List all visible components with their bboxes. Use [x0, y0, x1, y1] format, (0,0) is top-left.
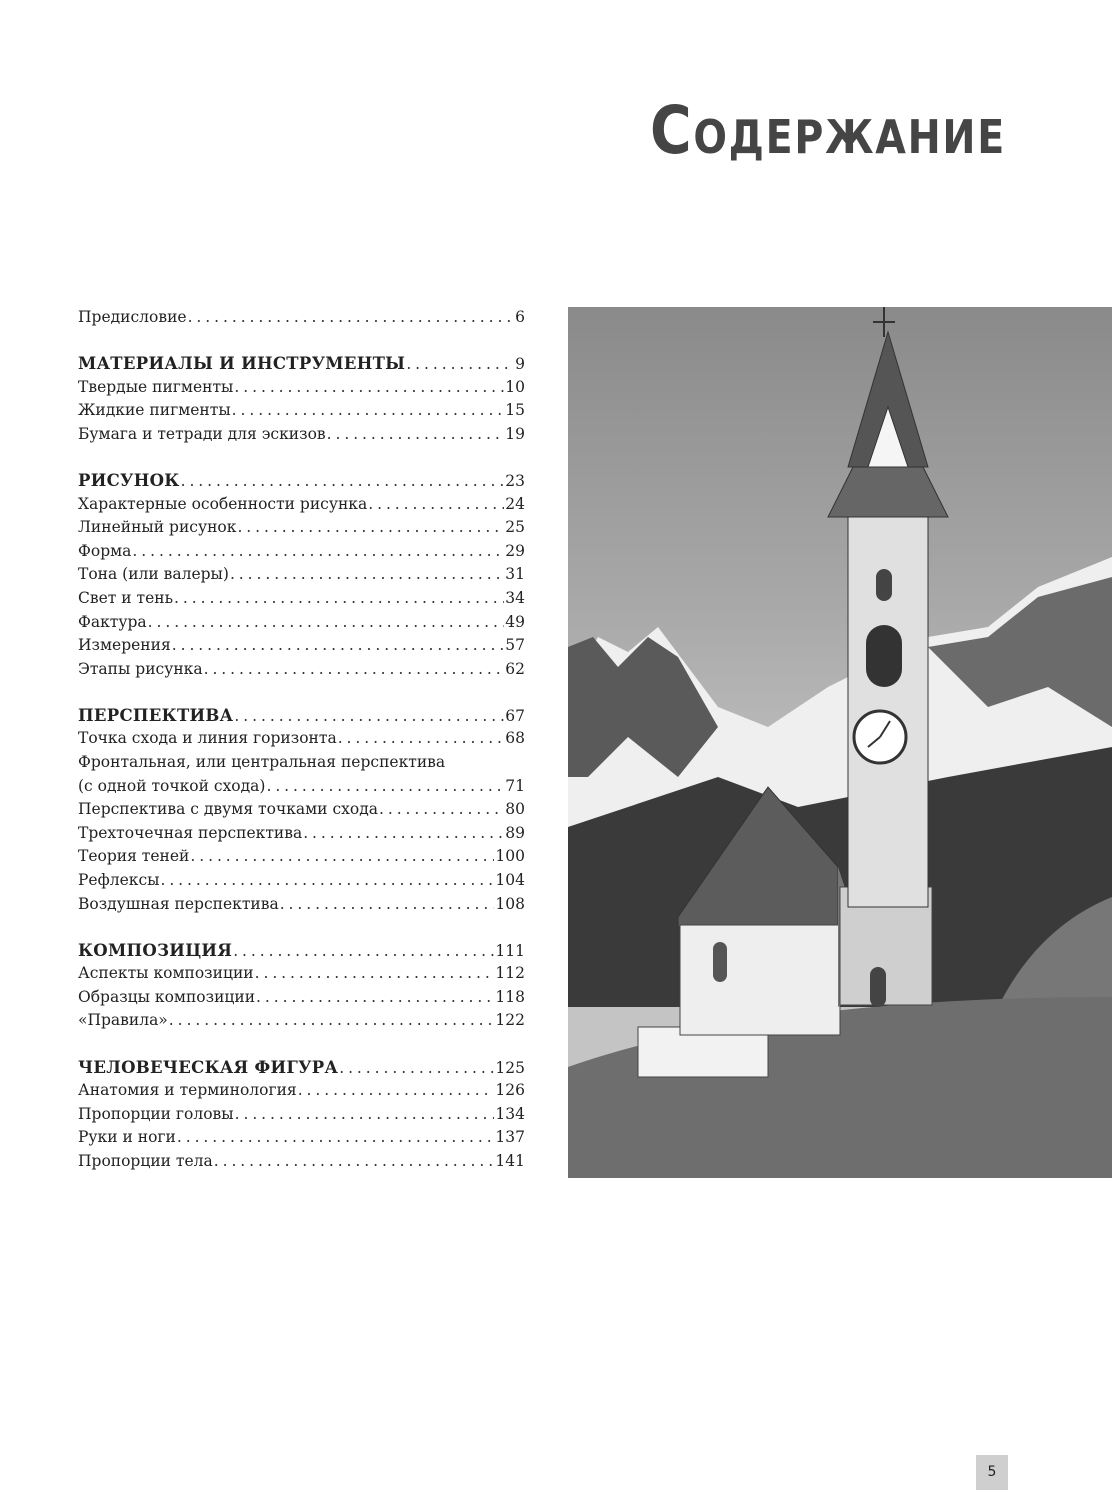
page-ref: 112	[495, 964, 525, 983]
dot-leader	[232, 399, 505, 423]
page-number: 5	[976, 1455, 1008, 1490]
page-ref: 67	[505, 706, 525, 725]
page-ref: 122	[495, 1011, 525, 1030]
toc-entry[interactable]	[78, 587, 525, 611]
toc-section	[78, 469, 525, 681]
page-ref: 108	[495, 894, 525, 913]
entry-label: Образцы композиции	[78, 987, 256, 1006]
dot-leader	[190, 845, 494, 869]
page-ref: 80	[505, 800, 525, 819]
page-ref: 62	[505, 659, 525, 678]
toc-section	[78, 352, 525, 446]
dot-leader	[237, 516, 504, 540]
page-ref: 68	[505, 729, 525, 748]
dot-leader	[266, 775, 504, 799]
entry-label: Линейный рисунок	[78, 518, 237, 537]
toc-entry[interactable]	[78, 1079, 525, 1103]
entry-label: Этапы рисунка	[78, 659, 203, 678]
dot-leader	[255, 962, 495, 986]
section-heading-label: МАТЕРИАЛЫ И ИНСТРУМЕНТЫ	[78, 354, 406, 374]
dot-leader	[148, 611, 505, 635]
dot-leader	[204, 658, 505, 682]
toc-section-heading[interactable]	[78, 704, 525, 728]
toc-entry[interactable]	[78, 1150, 525, 1174]
page-ref: 71	[505, 776, 525, 795]
toc-entry[interactable]	[78, 516, 525, 540]
section-heading-label: ПЕРСПЕКТИВА	[78, 705, 234, 725]
dot-leader	[214, 1150, 495, 1174]
page-ref: 34	[505, 588, 525, 607]
dot-leader	[235, 1103, 495, 1127]
toc-section-heading[interactable]	[78, 352, 525, 376]
page-ref: 134	[495, 1104, 525, 1123]
dot-leader	[177, 1126, 495, 1150]
entry-label: «Правила»	[78, 1011, 168, 1030]
toc-entry[interactable]	[78, 962, 525, 986]
entry-label: Пропорции головы	[78, 1104, 234, 1123]
entry-label: Точка схода и линия горизонта	[78, 729, 337, 748]
page-ref: 6	[515, 308, 525, 326]
toc-section	[78, 704, 525, 916]
page-ref: 125	[495, 1058, 525, 1077]
dot-leader	[181, 470, 505, 494]
entry-label: Твердые пигменты	[78, 377, 234, 396]
entry-label: Бумага и тетради для эскизов	[78, 424, 326, 443]
dot-leader	[230, 563, 504, 587]
page-ref: 19	[505, 424, 525, 443]
dot-leader	[256, 986, 494, 1010]
entry-label: Воздушная перспектива	[78, 894, 279, 913]
entry-label: Тона (или валеры)	[78, 565, 229, 584]
toc-entry[interactable]	[78, 1009, 525, 1033]
toc-entry[interactable]	[78, 822, 525, 846]
table-of-contents	[78, 306, 525, 1174]
entry-label: Рефлексы	[78, 870, 160, 889]
toc-entry[interactable]	[78, 634, 525, 658]
toc-section	[78, 1056, 525, 1174]
toc-entry[interactable]	[78, 306, 525, 330]
dot-leader	[338, 727, 505, 751]
section-heading-label: ЧЕЛОВЕЧЕСКАЯ ФИГУРА	[78, 1057, 339, 1077]
dot-leader	[172, 634, 505, 658]
dot-leader	[234, 376, 504, 400]
entry-label: Свет и тень	[78, 588, 174, 607]
toc-entry[interactable]	[78, 869, 525, 893]
page-ref: 141	[495, 1151, 525, 1170]
dot-leader	[339, 1057, 494, 1081]
dot-leader	[234, 705, 504, 729]
entry-label-line[interactable]: Фронтальная, или центральная перспектива	[78, 753, 446, 771]
page-ref: 111	[495, 941, 525, 960]
entry-label: Предисловие	[78, 308, 187, 326]
toc-entry[interactable]	[78, 493, 525, 517]
entry-label: Жидкие пигменты	[78, 401, 231, 420]
page-ref: 24	[505, 494, 525, 513]
page-ref: 9	[515, 355, 525, 374]
dot-leader	[303, 822, 504, 846]
page-title: Содержание	[649, 92, 1006, 169]
toc-entry[interactable]	[78, 399, 525, 423]
toc-section	[78, 306, 525, 330]
toc-entry[interactable]	[78, 563, 525, 587]
toc-entry[interactable]	[78, 986, 525, 1010]
dot-leader	[327, 423, 505, 447]
dot-leader	[174, 587, 504, 611]
entry-label: Фактура	[78, 612, 147, 631]
entry-label: Измерения	[78, 636, 171, 655]
page-ref: 31	[505, 565, 525, 584]
entry-label: Форма	[78, 541, 132, 560]
dot-leader	[233, 940, 494, 964]
dot-leader	[280, 893, 495, 917]
entry-label: Характерные особенности рисунка	[78, 494, 368, 513]
page-ref: 104	[495, 870, 525, 889]
church-watercolor-illustration	[568, 307, 1112, 1178]
toc-entry[interactable]	[78, 775, 525, 799]
toc-entry[interactable]	[78, 798, 525, 822]
page-ref: 118	[495, 987, 525, 1006]
toc-entry[interactable]	[78, 1103, 525, 1127]
dot-leader	[160, 869, 494, 893]
page-ref: 10	[505, 377, 525, 396]
entry-label: Перспектива с двумя точками схода	[78, 800, 378, 819]
entry-label: (с одной точкой схода)	[78, 776, 266, 795]
page-ref: 126	[495, 1081, 525, 1100]
page-ref: 25	[505, 518, 525, 537]
page-ref: 137	[495, 1128, 525, 1147]
toc-entry[interactable]	[78, 423, 525, 447]
page-ref: 100	[495, 847, 525, 866]
toc-section-heading[interactable]	[78, 939, 525, 963]
toc-entry[interactable]	[78, 376, 525, 400]
page-ref: 23	[505, 471, 525, 490]
toc-entry[interactable]	[78, 845, 525, 869]
dot-leader	[132, 540, 504, 564]
toc-entry[interactable]	[78, 611, 525, 635]
toc-entry[interactable]	[78, 727, 525, 751]
entry-label: Пропорции тела	[78, 1151, 213, 1170]
entry-label: Аспекты композиции	[78, 964, 254, 983]
toc-entry[interactable]	[78, 658, 525, 682]
page-ref: 29	[505, 541, 525, 560]
toc-section-heading[interactable]	[78, 469, 525, 493]
dot-leader	[298, 1079, 495, 1103]
page-ref: 57	[505, 636, 525, 655]
toc-entry[interactable]	[78, 893, 525, 917]
dot-leader	[379, 798, 504, 822]
dot-leader	[169, 1009, 495, 1033]
page-ref: 49	[505, 612, 525, 631]
page-ref: 89	[505, 823, 525, 842]
dot-leader	[406, 353, 514, 377]
entry-label: Анатомия и терминология	[78, 1081, 297, 1100]
toc-section	[78, 939, 525, 1033]
section-heading-label: КОМПОЗИЦИЯ	[78, 940, 233, 960]
entry-label: Руки и ноги	[78, 1128, 176, 1147]
entry-label: Теория теней	[78, 847, 190, 866]
entry-label: Трехточечная перспектива	[78, 823, 303, 842]
dot-leader	[188, 306, 515, 330]
toc-section-heading[interactable]	[78, 1056, 525, 1080]
toc-entry[interactable]	[78, 540, 525, 564]
toc-entry[interactable]	[78, 1126, 525, 1150]
dot-leader	[368, 493, 504, 517]
page-ref: 15	[505, 401, 525, 420]
section-heading-label: РИСУНОК	[78, 470, 180, 490]
